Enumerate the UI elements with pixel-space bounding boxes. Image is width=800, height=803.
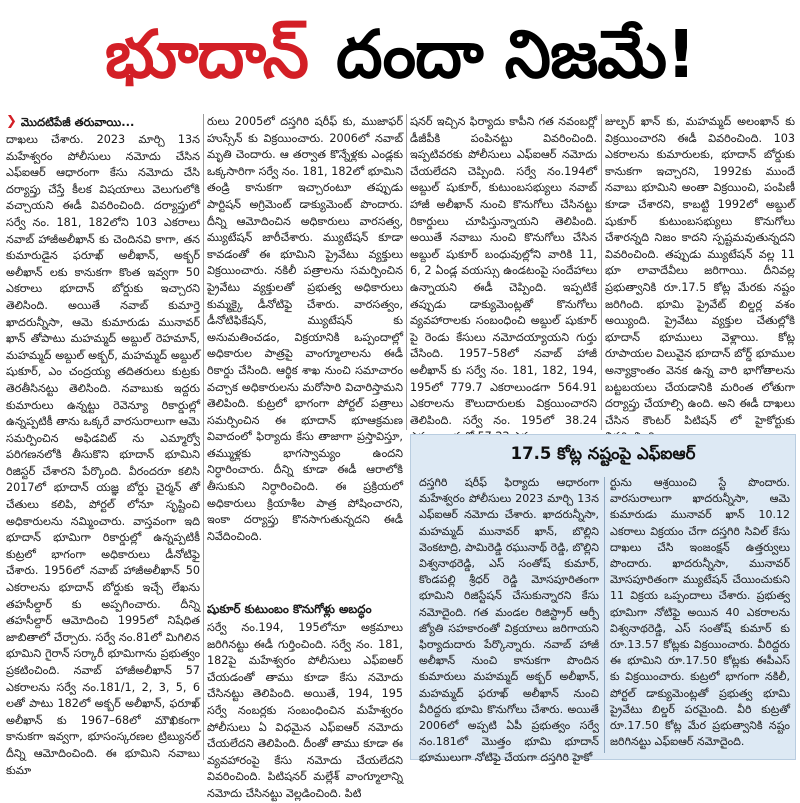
subheading: షుకూర్ కుటుంబం కొనుగోళ్లు అబద్ధం <box>207 602 372 616</box>
article-column-1 <box>6 114 200 777</box>
column-divider <box>406 114 407 430</box>
column-2-text-a: రులు 2005లో దస్తగిరి షరీఫ్ కు, ముజాఫర్ హుస్సేన్ కు విక్రయించారు. 2006లో నవాబ్ మృతి చెందారు. ఆ తర్వాత కొన్నేళ్లకు ఎండ్లకు ఒక్కసారిగా సర్వే నం. 181, 182లో భూమిని తండ్రి కానుకగా ఇచ్చారంటూ తప్పుడు పార్టిషన్ అగ్రిమెంట్ డాక్యుమెంట్ పొందారు. దీన్ని ఆమోదించిన అధికారులు వారసత్వ, మ్యుటేషన్ జారీచేశారు. మ్యుటేషన్ కూడా కావడంతో ఈ భూమిని ప్రైవేటు వ్యక్తులు విక్రయించారు. నకిలీ పత్రాలను సమర్పించిన ప్రైవేటు వ్యక్తులతో ప్రభుత్వ అధికారులు కుమ్మక్కై డీనోటిఫై చేశారు. వారసత్వం, డీనోటిఫికేషన్, మ్యుటేషన్ కు అనుమతించడం, విక్రయానికి ఒప్పందాల్లో అధికారుల పాత్రపై వాంగ్మూలాలను ఈడీ రికార్డు చేసింది. ఆర్థిక శాఖ నుంచి సమాచారం వచ్చాక అధికారులను మరోసారి విచారిస్తామని తెలిపింది. కుట్రలో భాగంగా పోర్టల్ పత్రాలు సమర్పించిన ఈ భూదాన్ భూఆక్రమణ వివాదంలో ఫిర్యాదు కేసు తాజాగా ప్రస్తావిస్తూ, తమ్ముళ్లకు భాగస్వామ్యం ఉందని నిర్ధారించారు. దీన్ని కూడా ఈడీ ఆరాలోకి తీసుకుని నిర్ధారించింది. ఈ ప్రక్రియలో అధికారులు క్రియాశీల పాత్ర పోషించారని, ఇంకా దర్యాప్తు కొనసాగుతున్నదని ఈడీ నివేదించింది. <box>207 115 403 543</box>
column-3-text: షనర్ ఇచ్చిన ఫిర్యాదు కాపీని గత నవంబర్లో డీజీపీకి పంపినట్టు వివరించింది. ఇప్పటివరకు పోలీసులు ఎఫ్ఐఆర్ నమోదు చేయలేదని చెప్పింది. సర్వే నం.194లో అబ్దుల్ షుకూర్, కుటుంబసభ్యులు నవాబ్ హాజీ అలీఖాన్ నుంచి కొనుగోలు చేసినట్టు రికార్డులు చూపిస్తున్నాయని తెలిపింది. అయితే నవాబు నుంచి కొనుగోలు చేసిన అబ్దుల్ షుకూర్ బంధువుల్లోని వారికి 11, 6, 2 ఏండ్ల వయస్సు ఉండటంపై సందేహాలు ఉన్నాయని ఈడీ చెప్పింది. ఇప్పటికే తప్పుడు డాక్యుమెంట్లతో కొనుగోలు వ్యవహారాలకు సంబంధించి అబ్దుల్ షుకూర్ పై రెండు కేసులు నమోదయ్యాయని గుర్తు చేసింది. 1957–58లో నవాబ్ హాజీ అలీఖాన్ కు సర్వే నం. 181, 182, 194, 195లో 779.7 ఎకరాలుండగా 564.91 ఎకరాలను కౌలుదారులకు విక్రయించారని తెలిపింది. సర్వే నం. 195లో 38.24 <box>410 115 597 427</box>
box-column-divider <box>604 477 605 753</box>
headline-black-part: దందా నిజమే! <box>336 16 696 93</box>
column-divider <box>601 114 602 430</box>
headline <box>0 0 800 110</box>
headline-red-part: భూదాన్ <box>104 16 308 93</box>
article-column-3 <box>410 114 597 430</box>
sidebar-story-box <box>410 434 796 765</box>
column-2-text-b: సర్వే నం.194, 195లోనూ అక్రమాలు జరిగినట్టు ఈడీ గుర్తించింది. సర్వే నం. 181, 182పై మహేశ్వరం పోలీసులు ఎఫ్ఐఆర్ చేయడంతో తాము కూడా కేసు నమోదు చేసినట్టు తెలిపింది. అయితే, 194, 195 సర్వే నంబర్లకు సంబంధించిన మహేశ్వరం పోలీసులు ఏ విధమైన ఎఫ్ఐఆర్ నమోదు చేయలేదని తెలిపింది. దీంతో తాము కూడా ఈ వ్యవహారంపై కేసు నమోదు చేయలేదని వివరించింది. పిటిషనర్ మల్లేశ్ వాంగ్మూలాన్ని నమోదు చేసినట్టు వెల్లడించింది. పిటి <box>207 621 403 800</box>
article-column-2 <box>207 114 403 800</box>
box-column-left: దస్తగిరి షరీఫ్ ఫిర్యాదు ఆధారంగా మహేశ్వరం పోలీసులు 2023 మార్చి 13న ఎఫ్ఐఆర్ నమోదు చేశారు. ఖాదరున్నీసా, మహమ్మద్ మునావర్ ఖాన్, బొల్లిని వెంకటాద్రి, పామిరెడ్డి రఘునాథ్ రెడ్డి, బొల్లిని విశ్వనాథరెడ్డి, ఎస్ సంతోష్ కుమార్, కొండపల్లి శ్రీధర్ రెడ్డి మోసపూరితంగా భూమిని రిజిస్టేషన్ చేసుకున్నారని కేసు నమోదైంది. గత మండల రిజిస్ట్రార్ ఆర్పీ జ్యోతి సహకారంతో విక్రయాలు జరిగాయని ఫిర్యాదుదారు పేర్కొన్నారు. నవాబ్ హాజీ అలీఖాన్ నుంచి కానుకగా పొందిన కుమారులు మహమ్మద్ అక్బర్ అలీఖాన్, మహమ్మద్ ఫరూఖ్ అలీఖాన్ నుంచి వీరిద్దరు భూమి కొనుగోలు చేశారు. అయితే 2006లో అప్పటి ఏపీ ప్రభుత్వం సర్వే నం.181లో మొత్తం భూమి భూదాన్ భూములుగా నోటిఫై చేయగా దస్తగిరి హైకో <box>419 476 599 765</box>
article-column-4 <box>605 114 795 430</box>
box-title: 17.5 కోట్ల నష్టంపై ఎఫ్ఐఆర్ <box>510 444 696 463</box>
box-column-right: ర్టును ఆశ్రయించి స్టే పొందారు. వారసురాలుగా ఖాదరున్నీసా, ఆమె కుమారుడు మునావర్ ఖాన్ 10.12 ఎకరాలు విక్రయం చేగా దస్తగిరి సివిల్ కేసు దాఖలు చేసి ఇంజంక్షన్ ఉత్తర్వులు పొందారు. ఖాదరున్నీసా, మునావర్ మోసపూరితంగా మ్యుటేషన్ చేయించుకుని 11 విక్రయ ఒప్పందాలు చేశారు. ప్రభుత్వ భూమిగా నోటిఫై అయిన 40 ఎకరాలను విశ్వనాథరెడ్డి, ఎస్ సంతోష్ కుమార్ కు రూ.13.57 కోట్లకు విక్రయించారు. వీరిద్దరు ఈ భూమిని రూ.17.50 కోట్లకు ఈపీఎస్ కు విక్రయించారు. కుట్రలో భాగంగా నకిలీ, పోర్టల్ డాక్యుమెంట్లతో ప్రభుత్వ భూమి ప్రైవేటు బిల్డర్ పరమైంది. వీరి కుట్రతో రూ.17.50 కోట్ల మేర ప్రభుత్వానికి నష్టం జరిగినట్టు ఎఫ్ఐఆర్ నమోదైంది. <box>610 476 790 749</box>
chevron-right-icon: ❯ <box>6 114 17 129</box>
kicker <box>6 114 200 130</box>
column-1-text: దాఖలు చేశారు. 2023 మార్చి 13న మహేశ్వరం పోలీసులు నమోదు చేసిన ఎఫ్ఐఆర్ ఆధారంగా కేసు నమోదు చేసి దర్యాప్తు చేస్తే కీలక విషయాలు వెలుగులోకి వచ్చాయని ఈడీ వివరించింది. దర్యాప్తులో సర్వే నం. 181, 182లోని 103 ఎకరాలు నవాబ్ హాజీఅలీఖాన్ కు చెందినవి కాగా, తన కుమారుడైన ఫరూఖ్ అలీఖాన్, అక్బర్ అలీఖాన్ లకు కానుకగా కొంత ఇవ్వగా 50 ఎకరాలు భూదాన్ బోర్డుకు ఇచ్చారని తెలిసింది. అయితే నవాబ్ కుమార్తె ఖాదరున్నీసా, ఆమె కుమారుడు మునావర్ ఖాన్ తోపాటు మహమ్మద్ అబ్దుల్ రెహమాన్, మహమ్మద్ అబ్దుల్ అక్బర్, మహమ్మద్ అబ్దుల్ షుకూర్, ఎం చంద్రయ్య తదితరులు కుట్రకు తెరతీసినట్టు తెలిసింది. నవాబుకు ఇద్దరు కుమారులు ఉన్నట్టు రెవెన్యూ రికార్డుల్లో ఉన్నప్పటికీ తాను ఒక్కరే వారసురాలుగా ఆమె సమర్పించిన అఫిడవిట్ ను ఎమ్మార్వో పరిగణనలోకి తీసుకొని భూదాన్ భూమిని రిజిస్టర్ చేశారని పేర్కొంది. వీరందరూ కలిసి 2017లో భూదాన్ యజ్ఞ బోర్డు చైర్మన్ తో చేతులు కలిపి, పోర్టల్ లోనూ సృష్టించి అధికారులను నమ్మించారు. వాస్తవంగా ఇది భూదాన్ భూమిగా రికార్డుల్లో ఉన్నప్పటికీ కుట్రలో భాగంగా అధికారులు డీనోటిఫై చేశారు. 1956లో నవాబ్ హాజీఅలీఖాన్ 50 ఎకరాలను భూదాన్ బోర్డుకు ఇచ్చే లేఖను తహసీల్దార్ కు అప్పగించారు. దీన్ని తహసీల్దార్ ఆమోదించి 1995లో నిషేధిత జాబితాలో చేర్చారు. సర్వే నం.81లో మిగిలిన భూమిని గైరాన్ సర్కారీ భూమిగాను ప్రభుత్వం ప్రకటించింది. నవాబ్ హాజీఅలీఖాన్ 57 ఎకరాలను సర్వే నం.181/1, 2, 3, 5, 6 లతో పాటు 182లో అక్బర్ అలీఖాన్, ఫరూఖ్ అలీఖాన్ కు 1967–68లో మౌఖికంగా కానుకగా ఇవ్వగా, భూసంస్కరణల ట్రిబ్యునల్ దీన్ని ఆమోదించింది. ఈ భూమిని నవాబు కుమా <box>6 133 200 777</box>
column-divider <box>203 114 204 760</box>
column-4-text: జుల్ఫర్ ఖాన్ కు, మహమ్మద్ అలంఖాన్ కు విక్రయించారని ఈడీ వివరించింది. 103 ఎకరాలను కుమారులకు, భూదాన్ బోర్డుకు కానుకగా ఇచ్చారని, 1992కు ముందే నవాబు భూమిని అంతా విక్రయించి, పంపిణీ కూడా చేశారని, కాబట్టి 1992లో అబ్దుల్ షుకూర్ కుటుంబసభ్యులు కొనుగోలు చేశారన్నది నిజం కాదని స్పష్టమవుతున్నదని వివరించింది. తప్పుడు మ్యుటేషన్ వల్ల 11 భూ లావాదేవీలు జరిగాయి. దీనివల్ల ప్రభుత్వానికి రూ.17.5 కోట్ల మేరకు నష్టం జరిగింది. భూమి ప్రైవేట్ బిల్డర్ల వశం అయ్యింది. ప్రైవేటు వ్యక్తుల చేతుల్లోకి భూదాన్ భూములు వెళ్లాయి. కోట్ల రూపాయల విలువైన భూదాన్ బోర్డ్ భూముల అన్యాక్రాంతం వెనక ఉన్న వారి భాగోతాలను బట్టబయలు చేయడానికి మరింత లోతుగా దర్యాప్తు చేయాల్సి ఉంది. అని ఈడీ దాఖలు చేసిన కౌంటర్ పిటిషన్ లో హైకోర్టుకు <box>605 115 795 427</box>
kicker-text: మొదటిపేజీ తరువాయి... <box>20 115 135 129</box>
